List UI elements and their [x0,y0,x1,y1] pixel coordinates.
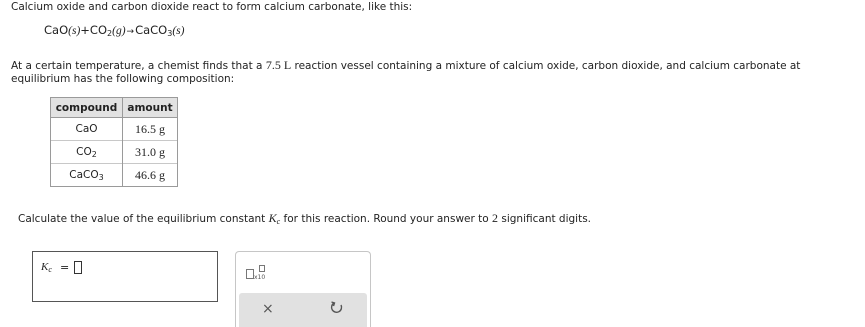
math-toolbar [235,251,371,327]
header-amount: amount [123,98,178,118]
table-row [51,118,178,141]
answer-input-slot[interactable] [74,261,82,274]
table-header-row [51,98,178,118]
vessel-volume: 7.5 L [265,58,292,72]
question-text: Calculate the value of the equilibrium constant $K_c$ for this reaction. Round your answer to 2 significant digits. [18,211,592,226]
compound-cell: CaCO$_3$ [51,164,123,187]
kc-label: $K_c$ [41,261,52,274]
compound-cell: CaO [51,118,123,141]
toolbar-action-bar [239,293,367,327]
compound-cell: $CO_2$ [51,141,123,164]
clear-icon[interactable]: × [262,301,274,317]
problem-paragraph-line1: At a certain temperature, a chemist finds that a 7.5 L reaction vessel containing a mixture of calcium oxide, carbon dioxide, and calcium carbonate at [11,58,801,72]
times-ten-icon[interactable] [246,265,268,283]
reaction-equation: $CaO(s)+CO_2(g)\to CaCO_3(s)$ [44,23,185,38]
amount-cell: 46.6 g [123,164,178,187]
reaction-arrow: → [126,27,135,37]
undo-icon[interactable] [330,300,344,314]
x10-label: x10 [254,274,266,281]
table-row [51,141,178,164]
equals-sign: = [60,261,70,274]
problem-paragraph-line2: equilibrium has the following composition: [11,73,235,85]
intro-text: Calcium oxide and carbon dioxide react to form calcium carbonate, like this: [11,1,413,13]
answer-field[interactable] [32,251,218,302]
composition-table [50,97,178,187]
header-compound: compound [51,98,123,118]
amount-cell: 16.5 g [123,118,178,141]
table-row [51,164,178,187]
amount-cell: 31.0 g [123,141,178,164]
